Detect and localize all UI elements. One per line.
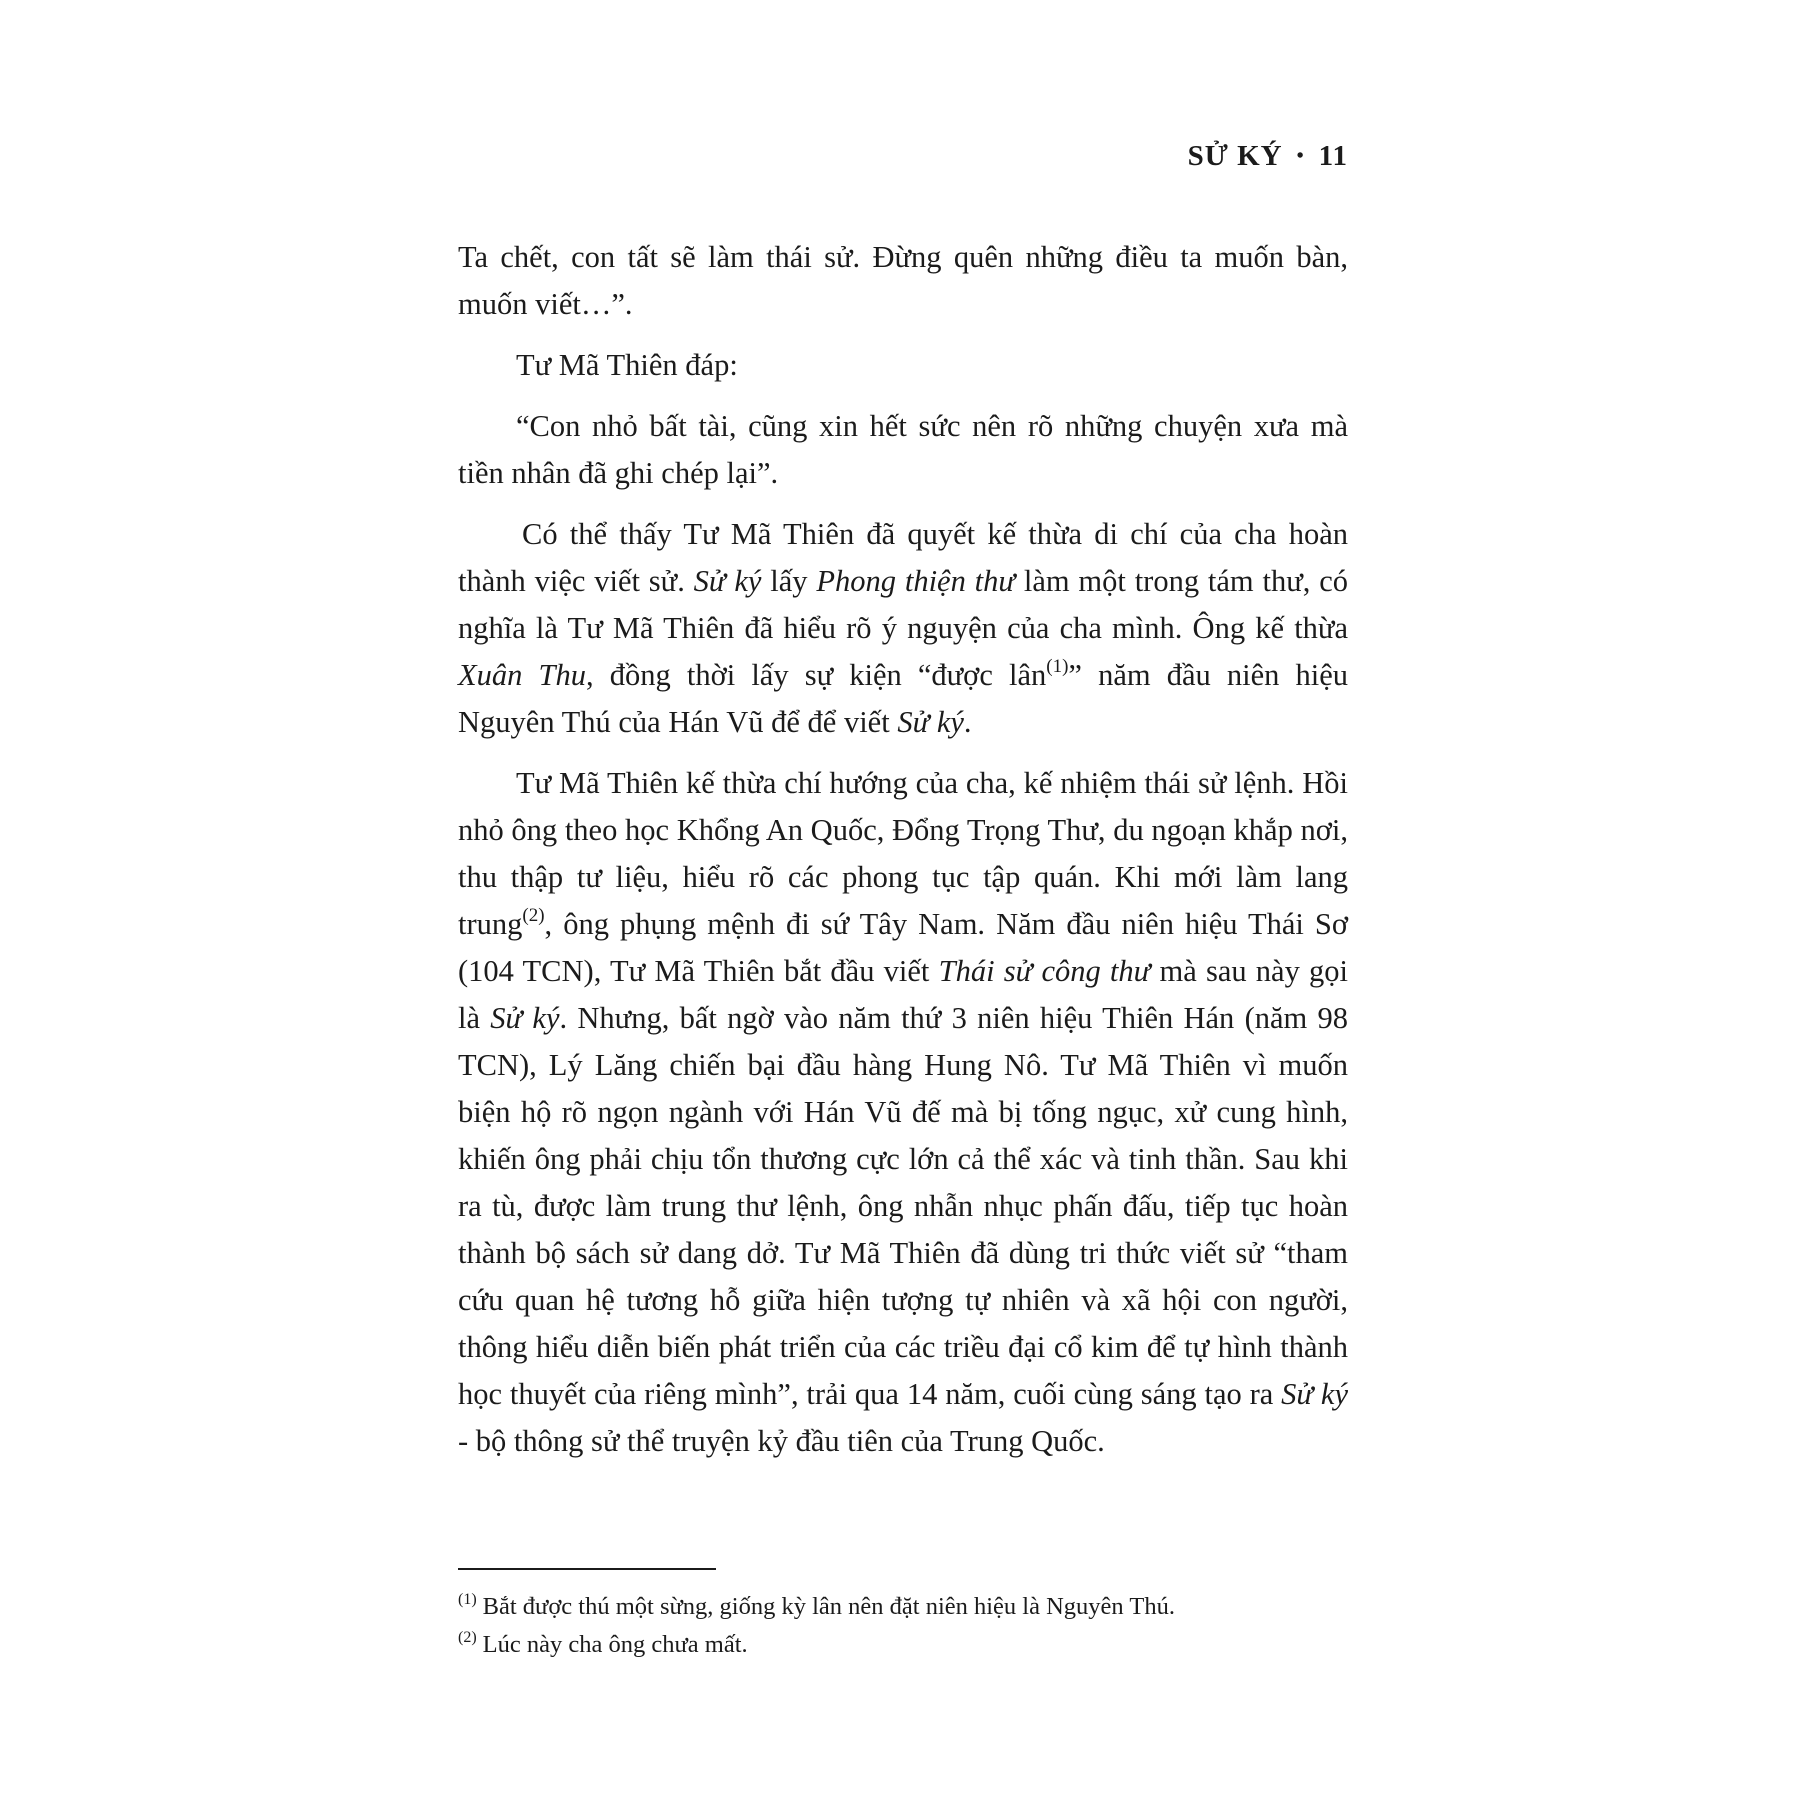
book-title-xuan-thu: Xuân Thu [458,658,586,692]
paragraph-2: Tư Mã Thiên đáp: [516,348,738,382]
book-title-thai-su-cong-thu: Thái sử công thư [938,954,1151,988]
book-title-su-ky: Sử ký [490,1001,560,1035]
footnote-ref-1: (1) [1046,656,1069,677]
running-head-title: SỬ KÝ [1187,140,1283,172]
footnote-1 [458,1588,1348,1626]
paragraph-4-text-j: . [963,705,972,739]
footnote-marker-2: (2) [458,1629,477,1646]
paragraph-5-text-f: . Nhưng, bất ngờ vào năm thứ 3 niên hiệu Thiên Hán (năm 98 TCN), Lý Lăng chiến bại đầu hàng Hung Nô. Tư Mã Thiên vì muốn biện hộ rõ ngọn ngành với Hán Vũ đế mà bị tống ngục, xử cung hình, khiến ông phải chịu tổn thương cực lớn cả thể xác và tinh thần. Sau khi ra tù, được làm trung thư lệnh, ông nhẫn nhục phấn đấu, tiếp tục hoàn thành bộ sách sử dang dở. Tư Mã Thiên đã dùng tri thức viết sử “tham cứu quan hệ tương hỗ giữa hiện tượng tự nhiên và xã hội con người, thông hiểu diễn biến phát triển của các triều đại cổ kim để tự hình thành học thuyết của riêng mình”, trải qua 14 năm, cuối cùng sáng tạo ra [458,1001,1348,1411]
book-title-su-ky: Sử ký [897,705,964,739]
footnotes [458,1588,1348,1664]
paragraph-1: Ta chết, con tất sẽ làm thái sử. Đừng quên những điều ta muốn bàn, muốn viết…”. [458,240,1348,321]
book-page [458,0,1348,1811]
paragraph-3: “Con nhỏ bất tài, cũng xin hết sức nên rõ những chuyện xưa mà tiền nhân đã ghi chép lại”. [458,409,1348,490]
paragraph-5-text-a: Tư Mã Thiên kế thừa chí hướng của cha, kế nhiệm thái sử lệnh. Hồi nhỏ ông theo học Khổng An Quốc, Đổng Trọng Thư, du ngoạn khắp nơi, thu thập tư liệu, hiểu rõ các phong tục tập quán. Khi mới làm lang trung [458,766,1348,941]
paragraph-4-text-h: ” năm đầu niên hiệu Nguyên Thú của Hán Vũ để để viết [458,658,1349,739]
paragraph-4-text-e: làm một trong tám thư, có nghĩa là Tư Mã Thiên đã hiểu rõ ý nguyện của cha mình. Ông kế thừa [458,564,1348,645]
paragraph-4 [458,511,1348,746]
page-number: 11 [1318,140,1348,172]
paragraph-4-text-g: , đồng thời lấy sự kiện “được lân [585,658,1047,692]
book-title-su-ky: Sử ký [1281,1377,1348,1411]
footnote-ref-2: (2) [522,905,545,926]
footnote-rule [458,1568,716,1570]
paragraph-4-text-c: lấy [761,564,817,598]
paragraph-5-text-h: - bộ thông sử thể truyện kỷ đầu tiên của Trung Quốc. [458,1424,1105,1458]
paragraph-5 [458,760,1348,1465]
book-title-su-ky: Sử ký [693,564,762,598]
paragraph-5-text-b: , ông phụng mệnh đi sứ Tây Nam. Năm đầu niên hiệu Thái Sơ (104 TCN), Tư Mã Thiên bắt đầu viết [458,907,1348,988]
body-text [458,234,1348,1465]
footnote-2-text: Lúc này cha ông chưa mất. [482,1631,748,1658]
paragraph-5-text-d: mà sau này gọi là [458,954,1349,1035]
running-head-separator: • [1296,145,1305,167]
book-title-phong-thien-thu: Phong thiện thư [816,564,1016,598]
footnote-2 [458,1626,1348,1664]
paragraph-4-text-a: Có thể thấy Tư Mã Thiên đã quyết kế thừa di chí của cha hoàn thành việc viết sử. [458,517,1348,598]
running-head [1188,138,1348,174]
footnote-marker-1: (1) [458,1591,477,1608]
footnote-1-text: Bắt được thú một sừng, giống kỳ lân nên đặt niên hiệu là Nguyên Thú. [482,1593,1175,1620]
